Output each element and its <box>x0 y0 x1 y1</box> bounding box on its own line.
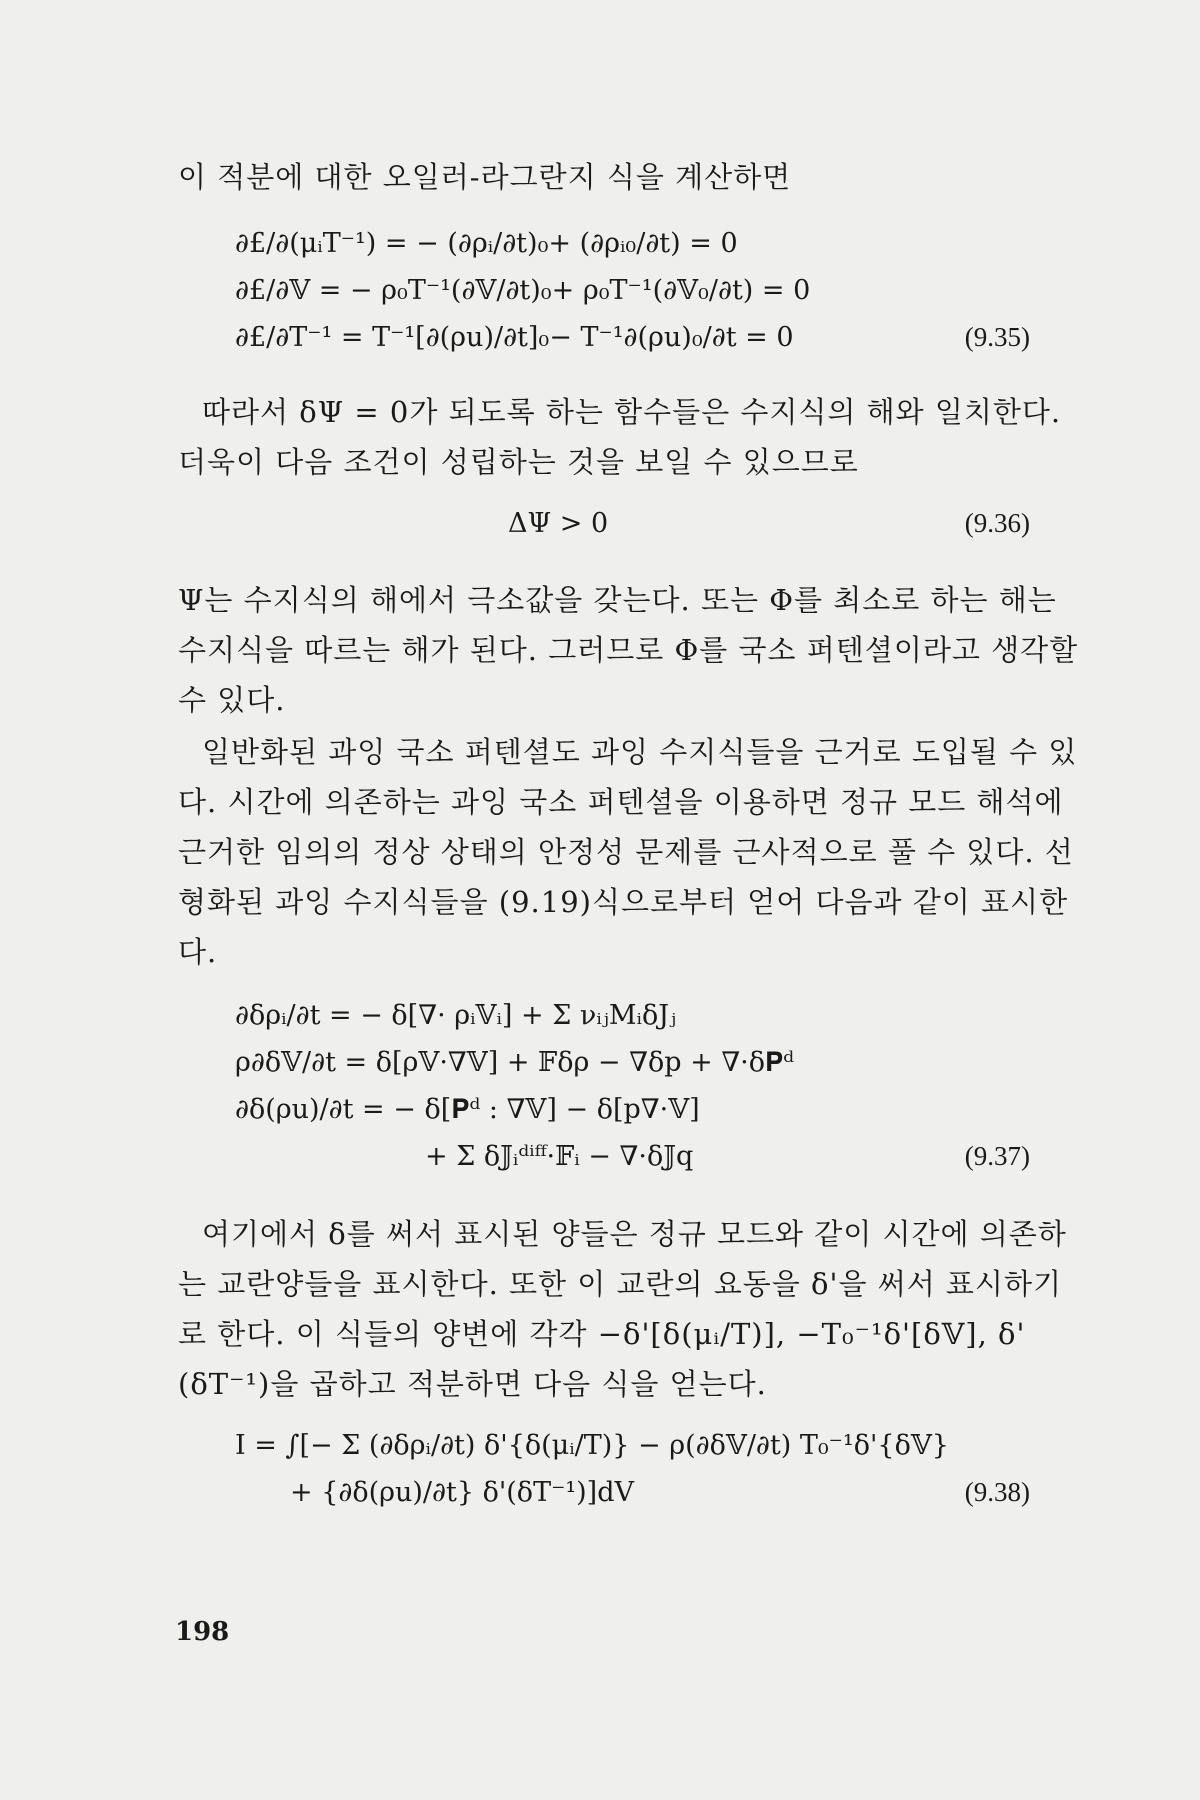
paragraph-line: 로 한다. 이 식들의 양변에 각각 −δ'[δ(μᵢ/T)], −T₀⁻¹δ'[δ𝕍], δ' <box>178 1317 1026 1351</box>
page-number: 198 <box>175 1617 230 1647</box>
paragraph-line: 일반화된 과잉 국소 퍼텐셜도 과잉 수지식들을 근거로 도입될 수 있 <box>202 735 1078 769</box>
equation-line: ∂£/∂T⁻¹ = T⁻¹[∂(ρu)/∂t]₀− T⁻¹∂(ρu)₀/∂t = 0 <box>235 322 794 353</box>
paragraph-line: 근거한 임의의 정상 상태의 안정성 문제를 근사적으로 풀 수 있다. 선 <box>178 835 1074 869</box>
paragraph-line: 이 적분에 대한 오일러-라그란지 식을 계산하면 <box>178 160 792 194</box>
paragraph-line: 더욱이 다음 조건이 성립하는 것을 보일 수 있으므로 <box>178 445 859 479</box>
equation-number: (9.37) <box>964 1141 1030 1171</box>
paragraph-line: 따라서 δΨ = 0가 되도록 하는 함수들은 수지식의 해와 일치한다. <box>202 395 1062 429</box>
equation-line: ΔΨ > 0 <box>508 508 609 539</box>
equation-line: ∂£/∂𝕍 = − ρ₀T⁻¹(∂𝕍/∂t)₀+ ρ₀T⁻¹(∂𝕍₀/∂t) = 0 <box>235 275 811 306</box>
paragraph-line: 수 있다. <box>178 683 286 717</box>
paragraph-line: 다. <box>178 935 218 969</box>
equation-number: (9.35) <box>964 322 1030 352</box>
paragraph-line: 수지식을 따르는 해가 된다. 그러므로 Φ를 국소 퍼텐셜이라고 생각할 <box>178 633 1079 667</box>
equation-line: ∂£/∂(μᵢT⁻¹) = − (∂ρᵢ/∂t)₀+ (∂ρᵢ₀/∂t) = 0 <box>235 228 738 259</box>
equation-line: ρ∂δ𝕍/∂t = δ[ρ𝕍·∇𝕍] + 𝔽δρ − ∇δp + ∇·δ𝐏ᵈ <box>235 1047 795 1078</box>
paragraph-line: 형화된 과잉 수지식들을 (9.19)식으로부터 얻어 다음과 같이 표시한 <box>178 885 1069 919</box>
paragraph-line: Ψ는 수지식의 해에서 극소값을 갖는다. 또는 Φ를 최소로 하는 해는 <box>178 583 1057 617</box>
equation-number: (9.36) <box>964 508 1030 538</box>
equation-number: (9.38) <box>964 1477 1030 1507</box>
equation-line: + Σ δ𝕁ᵢᵈⁱᶠᶠ·𝔽ᵢ − ∇·δ𝕁q <box>425 1141 694 1172</box>
equation-line: ∂δρᵢ/∂t = − δ[∇· ρᵢ𝕍ᵢ] + Σ νᵢⱼMᵢδJⱼ <box>235 1000 677 1031</box>
paragraph-line: 다. 시간에 의존하는 과잉 국소 퍼텐셜을 이용하면 정규 모드 해석에 <box>178 785 1064 819</box>
paragraph-line: (δT⁻¹)을 곱하고 적분하면 다음 식을 얻는다. <box>178 1367 767 1401</box>
paragraph-line: 여기에서 δ를 써서 표시된 양들은 정규 모드와 같이 시간에 의존하 <box>202 1217 1067 1251</box>
equation-line: + {∂δ(ρu)/∂t} δ'(δT⁻¹)]dV <box>290 1477 634 1508</box>
paragraph-line: 는 교란양들을 표시한다. 또한 이 교란의 요동을 δ'을 써서 표시하기 <box>178 1267 1062 1301</box>
equation-line: I = ∫[− Σ (∂δρᵢ/∂t) δ'{δ(μᵢ/T)} − ρ(∂δ𝕍/∂t) T₀⁻¹δ'{δ𝕍} <box>235 1430 949 1461</box>
equation-line: ∂δ(ρu)/∂t = − δ[𝐏ᵈ : ∇𝕍] − δ[p∇·𝕍] <box>235 1094 700 1125</box>
